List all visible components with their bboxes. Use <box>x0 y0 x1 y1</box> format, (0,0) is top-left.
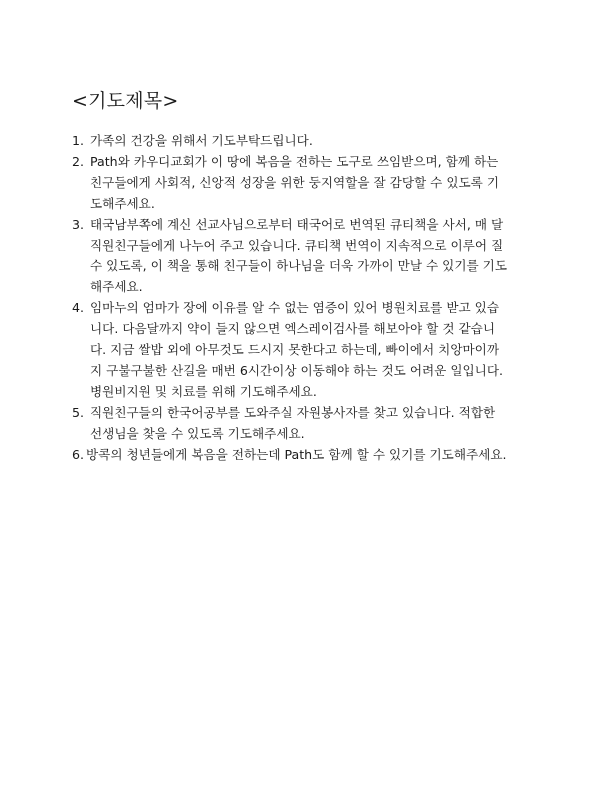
text-line: 다. 지금 쌀밥 외에 아무것도 드시지 못한다고 하는데, 빠이에서 치앙마이까 <box>90 342 500 358</box>
list-item-1 <box>72 131 547 152</box>
list-item-5 <box>72 403 547 445</box>
item-text <box>90 131 547 152</box>
text-line: 선생님을 찾을 수 있도록 기도해주세요. <box>90 425 305 441</box>
item-number: 2. <box>72 153 85 169</box>
prayer-request-list <box>72 131 547 466</box>
text-line: 가족의 건강을 위해서 기도부탁드립니다. <box>90 133 313 148</box>
item-text <box>90 215 547 299</box>
item-number: 4. <box>72 300 85 316</box>
text-line: 도해주세요. <box>90 195 155 211</box>
item-text <box>86 445 547 466</box>
item-text <box>90 298 547 403</box>
item-number: 3. <box>72 216 85 232</box>
page-title: <기도제목> <box>72 90 179 112</box>
text-line: 임마누의 엄마가 장에 이유를 알 수 없는 염증이 있어 병원치료를 받고 있습 <box>90 300 500 316</box>
list-item-4 <box>72 298 547 403</box>
item-number: 1. <box>72 133 85 148</box>
item-text <box>90 403 547 445</box>
text-line: 직원친구들의 한국어공부를 도와주실 자원봉사자를 찾고 있습니다. 적합한 <box>90 404 496 420</box>
list-item-6 <box>72 445 547 466</box>
text-line: 친구들에게 사회적, 신앙적 성장을 위한 둥지역할을 잘 감당할 수 있도록 기 <box>90 174 500 190</box>
item-number: 6. <box>72 446 85 462</box>
text-line: 방콕의 청년들에게 복음을 전하는데 Path도 함께 할 수 있기를 기도해주세요. <box>86 446 507 462</box>
list-item-3 <box>72 215 547 299</box>
item-text <box>90 152 547 215</box>
list-item-2 <box>72 152 547 215</box>
text-line: 지 구불구불한 산길을 매번 6시간이상 이동해야 하는 것도 어려운 일입니다. <box>90 362 504 378</box>
text-line: 수 있도록, 이 책을 통해 친구들이 하나님을 더욱 가까이 만날 수 있기를 기도 <box>90 258 508 274</box>
text-line: 해주세요. <box>90 279 143 295</box>
text-line: 직원친구들에게 나누어 주고 있습니다. 큐티책 번역이 지속적으로 이루어 질 <box>90 237 504 253</box>
text-line: 태국남부쪽에 계신 선교사님으로부터 태국어로 번역된 큐티책을 사서, 매 달 <box>90 216 504 232</box>
text-line: 니다. 다음달까지 약이 들지 않으면 엑스레이검사를 해보아야 할 것 같습니 <box>90 321 495 337</box>
item-number: 5. <box>72 404 85 420</box>
text-line: Path와 카우디교회가 이 땅에 복음을 전하는 도구로 쓰임받으며, 함께 하는 <box>90 153 499 169</box>
text-line: 병원비지원 및 치료를 위해 기도해주세요. <box>90 383 317 399</box>
